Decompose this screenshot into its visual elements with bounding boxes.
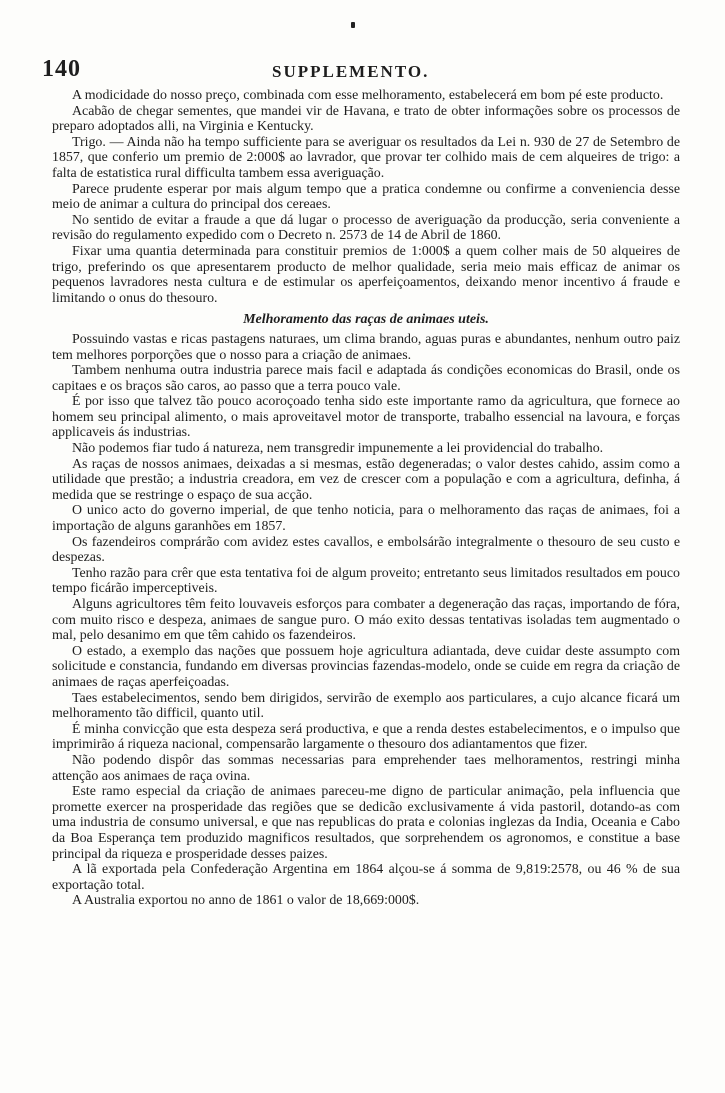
paragraph: A Australia exportou no anno de 1861 o valor de 18,669:000$.: [72, 893, 420, 909]
paragraph: O unico acto do governo imperial, de que tenho noticia, para o melhoramento das raças de animaes, foi a importação de alguns garanhões em 1857.: [52, 503, 680, 535]
paragraph: Tenho razão para crêr que esta tentativa foi de algum proveito; entretanto seus limitados resultados em pouco tempo ficárão imperceptiveis.: [52, 565, 680, 597]
paragraph: Não podemos fiar tudo á natureza, nem transgredir impunemente a lei providencial do trabalho.: [72, 441, 604, 457]
ink-mark: [351, 22, 355, 28]
paragraph: É por isso que talvez tão pouco acoroçoado tenha sido este importante ramo da agricultura, que fornece ao homem seu principal alimento, o mais aproveitavel motor de transporte, trabalho essencial na lavoura, e forças applicaveis ás industrias.: [52, 394, 680, 441]
paragraph: A modicidade do nosso preço, combinada com esse melhoramento, estabelecerá em bom pé este producto.: [72, 88, 664, 103]
paragraph: A lã exportada pela Confederação Argentina em 1864 alçou-se á somma de 9,819:2578, ou 46 % de sua exportação total.: [52, 862, 680, 893]
paragraph: Fixar uma quantia determinada para constituir premios de 1:000$ a quem colher mais de 50 alqueires de trigo, preferindo os que apresentarem producto de melhor qualidade, seria meio mais efficaz de animar os pequenos lavradores nesta cultura e de estimular os aperfeiçoamentos, deixando menor incentivo á fraude e limitando o onus do thesouro.: [52, 243, 680, 306]
paragraph: Possuindo vastas e ricas pastagens naturaes, um clima brando, aguas puras e abundantes, nenhum outro paiz tem melhores porporções que o nosso para a criação de animaes.: [52, 331, 680, 363]
paragraph: Não podendo dispôr das sommas necessarias para emprehender taes melhoramentos, restringi minha attenção aos animaes de raça ovina.: [52, 752, 680, 784]
paragraph: Acabão de chegar sementes, que mandei vir de Havana, e trato de obter informações sobre os processos de preparo adoptados alli, na Virginia e Kentucky.: [52, 103, 680, 135]
paragraph: Este ramo especial da criação de animaes pareceu-me digno de particular animação, pela influencia que promette exercer na prosperidade das regiões que se dedicão exclusivamente á vida pastoril, dotando-as com uma industria de consumo universal, e que nas republicas do prata e colonias inglezas da India, Oceania e Cabo da Boa Esperança tem produzido magnificos resultados, que sorprehendem os agronomos, e constitue a base principal da riqueza e prosperidade desses paizes.: [52, 784, 680, 862]
paragraph: No sentido de evitar a fraude a que dá lugar o processo de averiguação da producção, seria conveniente a revisão do regulamento expedido com o Decreto n. 2573 de 14 de Abril de 1860.: [52, 212, 680, 244]
paragraph: Trigo. — Ainda não ha tempo sufficiente para se averiguar os resultados da Lei n. 930 de 27 de Setembro de 1857, que conferio um premio de 2:000$ ao lavrador, que provar ter colhido mais de cem alqueires de trigo: a falta de estatistica rural difficulta tambem essa averiguação.: [52, 134, 680, 181]
paragraph: Parece prudente esperar por mais algum tempo que a pratica condemne ou confirme a conveniencia desse meio de animar a cultura do principal dos cereaes.: [52, 181, 680, 213]
paragraph: É minha convicção que esta despeza será productiva, e que a renda destes estabelecimentos, e o impulso que imprimirão á riqueza nacional, compensarão largamente o thesouro dos adiantamentos que fizer.: [52, 721, 680, 753]
section-title: Melhoramento das raças de animaes uteis.: [243, 312, 489, 328]
paragraph: Os fazendeiros comprárão com avidez estes cavallos, e embolsárão integralmente o thesouro de seu custo e despezas.: [52, 534, 680, 566]
running-title: SUPPLEMENTO.: [272, 62, 430, 81]
paragraph: As raças de nossos animaes, deixadas a si mesmas, estão degeneradas; o valor destes cahido, assim como a utilidade que prestão; a industria creadora, em vez de crescer com a população e com a agricultura, definha, á medida que se restringe o espaço de sua acção.: [52, 456, 680, 503]
body-text: [52, 88, 680, 909]
paragraph: O estado, a exemplo das nações que possuem hoje agricultura adiantada, deve cuidar deste assumpto com solicitude e constancia, fundando em diversas provincias fazendas-modelo, onde se cuide em regra da criação de animaes de raças aperfeiçoadas.: [52, 643, 680, 690]
paragraph: Taes estabelecimentos, sendo bem dirigidos, servirão de exemplo aos particulares, a cujo alcance ficará um melhoramento tão difficil, quanto util.: [52, 690, 680, 722]
paragraph: Alguns agricultores têm feito louvaveis esforços para combater a degeneração das raças, importando de fóra, com muito risco e despeza, animaes de sangue puro. O máo exito dessas tentativas isoladas tem augmentado o mal, pelo desanimo em que têm cahido os fazendeiros.: [52, 597, 680, 644]
page-number: 140: [42, 56, 81, 82]
paragraph: Tambem nenhuma outra industria parece mais facil e adaptada ás condições economicas do Brasil, onde os capitaes e os braços são caros, ao passo que a terra pouco vale.: [52, 363, 680, 394]
page-header: [42, 56, 682, 84]
